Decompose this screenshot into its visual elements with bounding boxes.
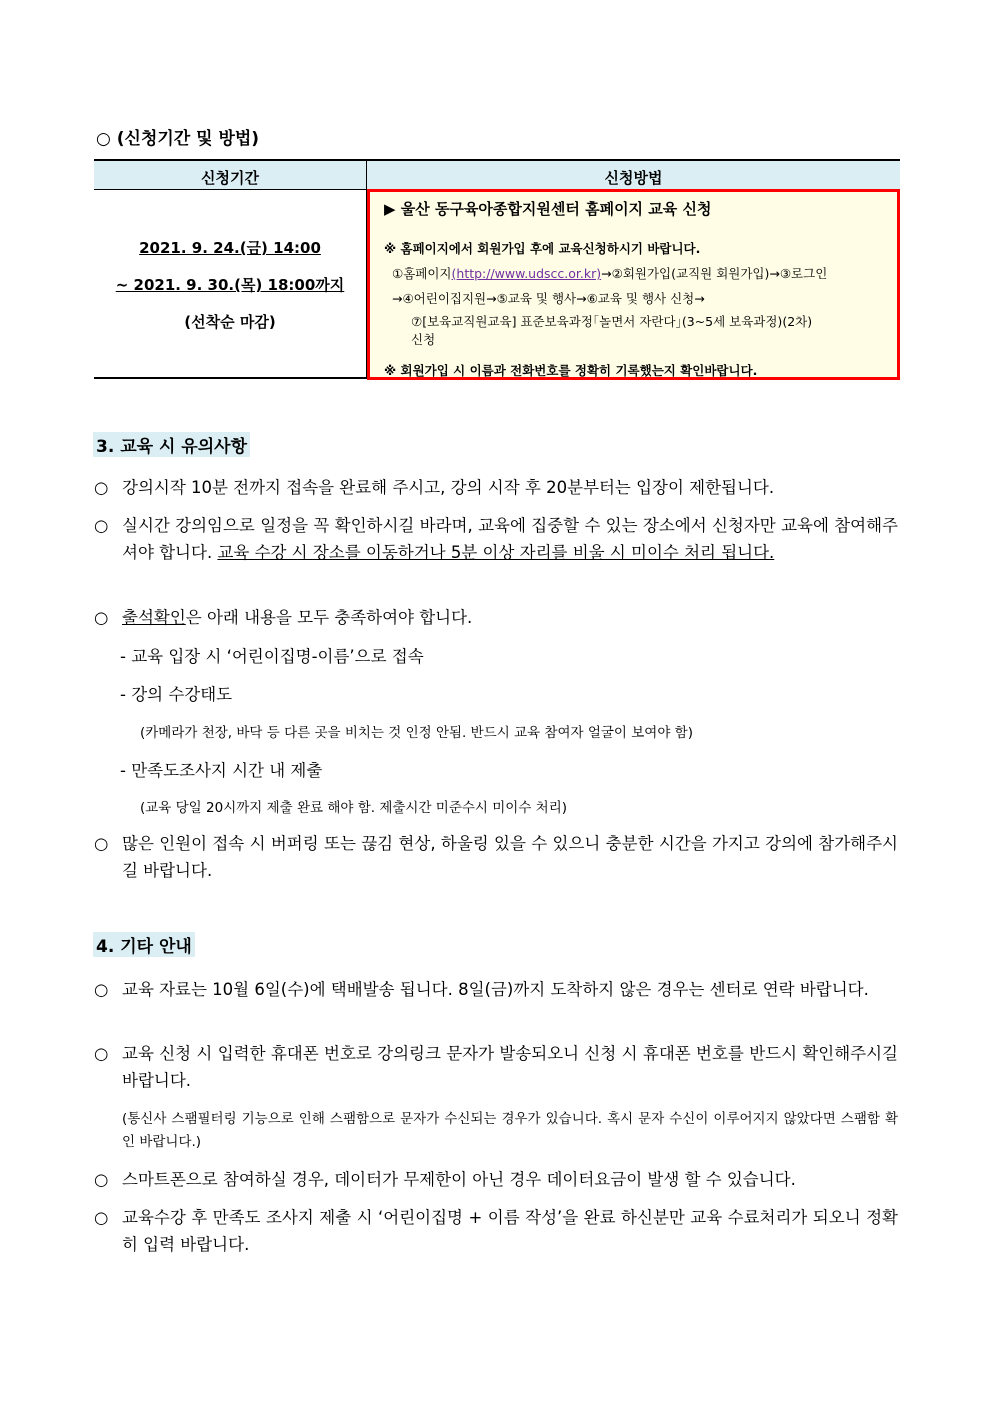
attendance-sub-3-note: (교육 당일 20시까지 제출 완료 해야 함. 제출시간 미준수시 미이수 처리) (140, 800, 568, 816)
table-bottom-border (94, 377, 366, 379)
period-start: 2021. 9. 24.(금) 14:00 (139, 239, 321, 257)
bullet-circle-icon: ○ (94, 1170, 109, 1189)
section3-item-1 (94, 474, 898, 501)
section4-item-3-text: 스마트폰으로 참여하실 경우, 데이터가 무제한이 아닌 경우 데이터요금이 발생 할 수 있습니다. (122, 1170, 796, 1189)
bullet-circle-icon: ○ (94, 608, 109, 627)
table-header-row (94, 161, 900, 190)
section3-item-1-text: 강의시작 10분 전까지 접속을 완료해 주시고, 강의 시작 후 20분부터는 입장이 제한됩니다. (122, 478, 775, 497)
method-cell-highlight (367, 189, 900, 380)
item2-underline: 교육 수강 시 장소를 이동하거나 5분 이상 자리를 비울 시 미이수 처리 됩니다. (217, 543, 775, 562)
attendance-sub-2-note: (카메라가 천장, 바닥 등 다른 곳을 비치는 것 인정 안됨. 반드시 교육 참여자 얼굴이 보여야 함) (140, 725, 693, 741)
method-title: ▶ 울산 동구육아종합지원센터 홈페이지 교육 신청 (384, 200, 712, 218)
period-note: (선착순 마감) (184, 313, 276, 331)
section3-item-3 (94, 604, 898, 631)
bullet-circle-icon: ○ (94, 516, 109, 535)
section4-item-1 (94, 976, 898, 1003)
method-step-2: →④어린이집지원→⑤교육 및 행사→⑥교육 및 행사 신청→ (392, 291, 705, 306)
section4-item-4-text: 교육수강 후 만족도 조사지 제출 시 ‘어린이집명 + 이름 작성’을 완료 하신분만 교육 수료처리가 되오니 정확히 입력 바랍니다. (122, 1208, 898, 1254)
attendance-sub-1: - 교육 입장 시 ‘어린이집명-이름’으로 접속 (120, 647, 424, 666)
attendance-rest: 은 아래 내용을 모두 충족하여야 합니다. (185, 608, 473, 627)
header-method: 신청방법 (604, 169, 663, 187)
method-step-1 (392, 264, 827, 282)
application-section-title: ○ (신청기간 및 방법) (96, 129, 260, 149)
attendance-sub-2: - 강의 수강태도 (120, 685, 233, 704)
step1-prefix: ①홈페이지 (392, 266, 452, 281)
section4-heading: 4. 기타 안내 (93, 932, 195, 957)
header-period: 신청기간 (201, 169, 259, 187)
section3-item-2-text (122, 512, 898, 566)
period-cell (94, 237, 366, 348)
bullet-circle-icon: ○ (94, 980, 109, 999)
section3-heading: 3. 교육 시 유의사항 (93, 432, 250, 457)
method-step-3: ⑦[보육교직원교육] 표준보육과정｢놀면서 자란다｣(3~5세 보육과정)(2차) (411, 314, 813, 329)
method-note: ※ 홈페이지에서 회원가입 후에 교육신청하시기 바랍니다. (384, 241, 701, 256)
bullet-circle-icon: ○ (94, 1044, 109, 1063)
bullet-circle-icon: ○ (94, 478, 109, 497)
item2-plain: 실시간 강의임으로 일정을 꼭 확인하시길 바라며, 교육에 집중할 수 있는 장소에서 신청자만 교육에 참여해주셔야 합니다. (122, 516, 898, 562)
bullet-circle-icon: ○ (94, 834, 109, 853)
section3-item-4-text: 많은 인원이 접속 시 버퍼링 또는 끊김 현상, 하울링 있을 수 있으니 충분한 시간을 가지고 강의에 참가해주시길 바랍니다. (122, 834, 898, 880)
section3-item-3-text (122, 604, 898, 631)
homepage-link[interactable]: (http://www.udscc.or.kr) (451, 266, 602, 281)
section4-item-2 (94, 1040, 898, 1094)
attendance-sub-3: - 만족도조사지 시간 내 제출 (120, 761, 323, 780)
period-end: ~ 2021. 9. 30.(목) 18:00까지 (115, 276, 345, 294)
section3-item-2 (94, 512, 898, 566)
section4-item-1-text: 교육 자료는 10월 6일(수)에 택배발송 됩니다. 8일(금)까지 도착하지 않은 경우는 센터로 연락 바랍니다. (122, 980, 869, 999)
attendance-label: 출석확인 (122, 608, 186, 627)
section3-item-4 (94, 830, 898, 884)
section4-item-3 (94, 1166, 898, 1193)
section4-item-4 (94, 1204, 898, 1258)
method-warning: ※ 회원가입 시 이름과 전화번호를 정확히 기록했는지 확인바랍니다. (384, 363, 758, 378)
section4-item-2-text: 교육 신청 시 입력한 휴대폰 번호로 강의링크 문자가 발송되오니 신청 시 휴대폰 번호를 반드시 확인해주시길 바랍니다. (122, 1044, 898, 1090)
method-step-4: 신청 (411, 332, 436, 347)
section4-item-2-note: (통신사 스팸필터링 기능으로 인해 스팸함으로 문자가 수신되는 경우가 있습니다. 혹시 문자 수신이 이루어지지 않았다면 스팸함 확인 바랍니다.) (122, 1111, 898, 1150)
step1-suffix: →②회원가입(교직원 회원가입)→③로그인 (601, 266, 828, 281)
bullet-circle-icon: ○ (94, 1208, 109, 1227)
